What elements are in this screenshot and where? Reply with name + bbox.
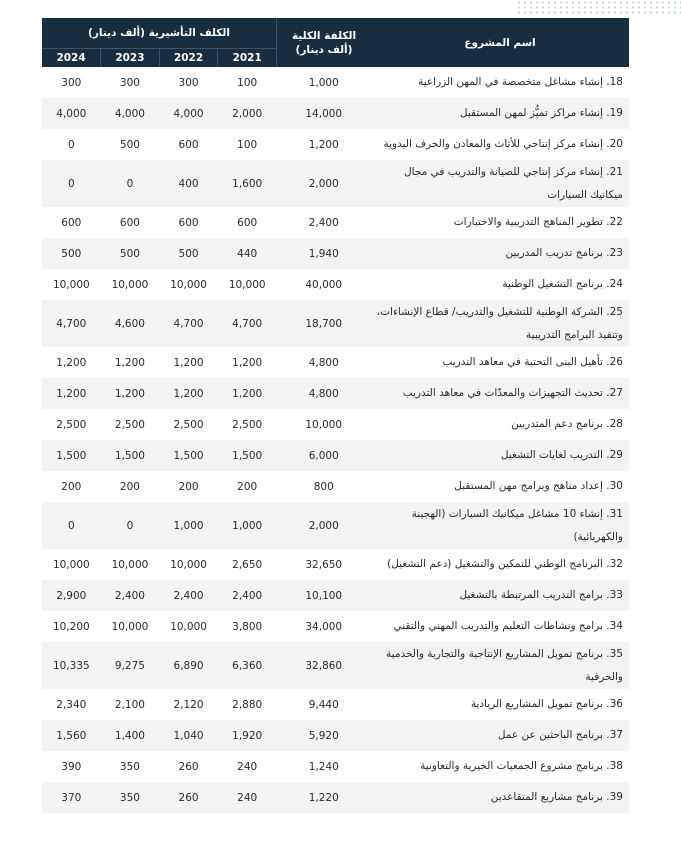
cost-2021-cell: 1,000 xyxy=(218,502,277,549)
project-name-cell: 34. برامج ونشاطات التعليم والتدريب المهني والتقني xyxy=(393,620,623,632)
project-name-cell: 21. إنشاء مركز إنتاجي للصيانة والتدريب في مجال ميكانيك السيارات xyxy=(371,160,629,207)
total-cost-cell: 2,000 xyxy=(277,502,372,549)
cost-2023-cell: 200 xyxy=(119,480,140,493)
cost-2021-cell: 100 xyxy=(237,138,258,151)
cost-2023-cell: 2,100 xyxy=(114,698,145,711)
project-name-cell: 25. الشركة الوطنية للتشغيل والتدريب/ قطاع الإنشاءات، وتنفيذ البرامج التدريبية xyxy=(371,300,629,347)
cost-2023-cell: 500 xyxy=(119,138,140,151)
project-name-cell: 30. إعداد مناهج وبرامج مهن المستقبل xyxy=(454,480,623,492)
project-name-cell: 28. برنامج دعم المتدربين xyxy=(511,418,623,430)
total-cost-cell: 10,000 xyxy=(305,418,343,431)
cost-2022-cell: 1,500 xyxy=(159,440,218,471)
table-row xyxy=(42,238,629,269)
total-cost-cell: 10,100 xyxy=(277,580,372,611)
cost-2022-cell: 10,000 xyxy=(170,558,207,571)
cost-2024-cell: 200 xyxy=(61,480,82,493)
cost-2023-cell: 4,600 xyxy=(101,300,160,347)
project-name-cell: 19. إنشاء مراكز تميُّز لمهن المستقبل xyxy=(371,98,629,129)
cost-2023-cell: 10,000 xyxy=(111,620,149,633)
project-name-cell: 32. البرنامج الوطني للتمكين والتشغيل (دعم التشغيل) xyxy=(387,558,623,570)
total-cost-title: الكلفة الكلية xyxy=(291,29,357,42)
project-name-cell: 27. تحديث التجهيزات والمعدّات في معاهد التدريب xyxy=(371,378,629,409)
table-row xyxy=(42,642,629,689)
cost-2023-cell: 1,400 xyxy=(101,720,160,751)
cost-2022-cell: 400 xyxy=(159,160,218,207)
column-header-year-2021: 2021 xyxy=(218,49,277,68)
cost-2024-cell: 1,200 xyxy=(42,378,101,409)
cost-2021-cell: 3,800 xyxy=(232,620,263,633)
projects-cost-table xyxy=(42,18,629,813)
table-row xyxy=(42,269,629,300)
cost-2022-cell: 260 xyxy=(178,760,199,773)
cost-2023-cell: 10,000 xyxy=(111,278,149,291)
cost-2022-cell: 2,120 xyxy=(173,698,204,711)
project-name-cell: 24. برنامج التشغيل الوطنية xyxy=(502,278,623,290)
total-cost-cell: 5,920 xyxy=(277,720,372,751)
table-row xyxy=(42,67,629,98)
cost-2024-cell: 10,335 xyxy=(42,642,101,689)
cost-2023-cell: 500 xyxy=(101,238,160,269)
cost-2022-cell: 10,000 xyxy=(170,620,207,633)
cost-2021-cell: 2,650 xyxy=(232,558,263,571)
table-row xyxy=(42,549,629,580)
total-cost-cell: 18,700 xyxy=(277,300,372,347)
total-cost-cell: 4,800 xyxy=(277,378,372,409)
table-row xyxy=(42,720,629,751)
cost-2021-cell: 440 xyxy=(218,238,277,269)
cost-2021-cell: 2,500 xyxy=(232,418,263,431)
total-cost-cell: 14,000 xyxy=(277,98,372,129)
cost-2023-cell: 10,000 xyxy=(111,558,149,571)
cost-2023-cell: 0 xyxy=(101,160,160,207)
table-row xyxy=(42,160,629,207)
cost-2024-cell: 1,200 xyxy=(56,356,87,369)
cost-2022-cell: 1,200 xyxy=(173,356,204,369)
cost-2022-cell: 10,000 xyxy=(170,278,207,291)
project-name-cell: 18. إنشاء مشاغل متخصصة في المهن الزراعية xyxy=(418,76,623,88)
total-cost-cell: 1,220 xyxy=(277,782,372,813)
cost-2022-cell: 6,890 xyxy=(159,642,218,689)
cost-2021-cell: 6,360 xyxy=(218,642,277,689)
cost-2023-cell: 600 xyxy=(119,216,140,229)
cost-2024-cell: 600 xyxy=(61,216,82,229)
cost-2021-cell: 10,000 xyxy=(228,278,266,291)
table-row xyxy=(42,502,629,549)
cost-2022-cell: 200 xyxy=(178,480,199,493)
project-name-cell: 38. برنامج مشروع الجمعيات الخيرية والتعاونية xyxy=(420,760,623,772)
total-cost-cell: 34,000 xyxy=(305,620,343,633)
cost-2024-cell: 4,000 xyxy=(42,98,101,129)
table-row xyxy=(42,378,629,409)
total-cost-cell: 4,800 xyxy=(308,356,339,369)
table-row xyxy=(42,580,629,611)
column-group-indicative-costs: الكلف التأشيرية (ألف دينار) xyxy=(42,18,277,49)
total-cost-cell: 32,650 xyxy=(305,558,343,571)
table-row xyxy=(42,751,629,782)
cost-2021-cell: 1,600 xyxy=(218,160,277,207)
column-header-year-2023: 2023 xyxy=(101,49,160,68)
total-cost-cell: 40,000 xyxy=(305,278,343,291)
cost-2022-cell: 2,500 xyxy=(173,418,204,431)
total-cost-cell: 800 xyxy=(313,480,334,493)
project-name-cell: 20. إنشاء مركز إنتاجي للأثاث والمعادن والحرف اليدوية xyxy=(383,138,623,150)
table-row xyxy=(42,207,629,238)
total-cost-cell: 6,000 xyxy=(277,440,372,471)
cost-2023-cell: 350 xyxy=(101,782,160,813)
cost-2022-cell: 600 xyxy=(178,138,199,151)
cost-2023-cell: 350 xyxy=(119,760,140,773)
cost-2023-cell: 4,000 xyxy=(101,98,160,129)
total-cost-cell: 32,860 xyxy=(277,642,372,689)
cost-2024-cell: 10,200 xyxy=(52,620,90,633)
cost-2023-cell: 1,200 xyxy=(101,378,160,409)
table-body xyxy=(42,67,629,813)
cost-2024-cell: 10,000 xyxy=(52,558,90,571)
table-row xyxy=(42,782,629,813)
cost-2021-cell: 1,200 xyxy=(218,378,277,409)
table-row xyxy=(42,347,629,378)
total-cost-cell: 2,400 xyxy=(308,216,339,229)
cost-2024-cell: 390 xyxy=(61,760,82,773)
cost-2021-cell: 600 xyxy=(237,216,258,229)
table-row xyxy=(42,471,629,502)
project-name-cell: 37. برنامج الباحثين عن عمل xyxy=(371,720,629,751)
table-row xyxy=(42,689,629,720)
cost-2021-cell: 1,500 xyxy=(218,440,277,471)
table-header xyxy=(42,18,629,67)
cost-2022-cell: 2,400 xyxy=(159,580,218,611)
cost-2023-cell: 2,400 xyxy=(101,580,160,611)
cost-2023-cell: 1,500 xyxy=(101,440,160,471)
total-cost-cell: 1,200 xyxy=(308,138,339,151)
project-name-cell: 26. تأهيل البنى التحتية في معاهد التدريب xyxy=(442,356,623,368)
total-cost-cell: 9,440 xyxy=(308,698,339,711)
cost-2024-cell: 2,900 xyxy=(42,580,101,611)
project-name-cell: 33. برامج التدريب المرتبطة بالتشغيل xyxy=(371,580,629,611)
project-name-cell: 36. برنامج تمويل المشاريع الريادية xyxy=(470,698,623,710)
cost-2023-cell: 300 xyxy=(119,76,140,89)
table-row xyxy=(42,129,629,160)
project-name-cell: 39. برنامج مشاريع المتقاعدين xyxy=(371,782,629,813)
cost-2021-cell: 2,400 xyxy=(218,580,277,611)
cost-2023-cell: 0 xyxy=(101,502,160,549)
cost-2022-cell: 1,040 xyxy=(159,720,218,751)
cost-2024-cell: 10,000 xyxy=(52,278,90,291)
cost-2022-cell: 4,700 xyxy=(159,300,218,347)
cost-2023-cell: 1,200 xyxy=(114,356,145,369)
cost-2021-cell: 4,700 xyxy=(218,300,277,347)
table-row xyxy=(42,611,629,642)
cost-2021-cell: 2,880 xyxy=(232,698,263,711)
cost-2024-cell: 500 xyxy=(42,238,101,269)
table-row xyxy=(42,98,629,129)
project-name-cell: 35. برنامج تمويل المشاريع الإنتاجية والتجارية والخدمية والحرفية xyxy=(371,642,629,689)
column-header-year-2024: 2024 xyxy=(42,49,101,68)
project-name-cell: 22. تطوير المناهج التدريبية والاختبارات xyxy=(453,216,623,228)
cost-2024-cell: 0 xyxy=(42,502,101,549)
project-name-cell: 31. إنشاء 10 مشاغل ميكانيك السيارات (الهجينة والكهربائية) xyxy=(371,502,629,549)
total-cost-unit: (ألف دينار) xyxy=(295,43,353,56)
cost-2024-cell: 2,340 xyxy=(56,698,87,711)
cost-2024-cell: 300 xyxy=(61,76,82,89)
column-header-year-2022: 2022 xyxy=(159,49,218,68)
cost-2021-cell: 240 xyxy=(237,760,258,773)
cost-2022-cell: 500 xyxy=(159,238,218,269)
cost-2024-cell: 370 xyxy=(42,782,101,813)
cost-2024-cell: 0 xyxy=(42,160,101,207)
cost-2024-cell: 2,500 xyxy=(56,418,87,431)
cost-2021-cell: 100 xyxy=(237,76,258,89)
project-name-cell: 23. برنامج تدريب المدربين xyxy=(371,238,629,269)
cost-2021-cell: 200 xyxy=(237,480,258,493)
cost-2024-cell: 4,700 xyxy=(42,300,101,347)
table-row xyxy=(42,300,629,347)
table-row xyxy=(42,409,629,440)
cost-2022-cell: 260 xyxy=(159,782,218,813)
cost-2023-cell: 2,500 xyxy=(114,418,145,431)
table-row xyxy=(42,440,629,471)
cost-2023-cell: 9,275 xyxy=(101,642,160,689)
total-cost-cell: 1,000 xyxy=(308,76,339,89)
cost-2021-cell: 2,000 xyxy=(218,98,277,129)
cost-2021-cell: 1,200 xyxy=(232,356,263,369)
cost-2024-cell: 1,500 xyxy=(42,440,101,471)
total-cost-cell: 1,940 xyxy=(277,238,372,269)
cost-2021-cell: 240 xyxy=(218,782,277,813)
total-cost-cell: 1,240 xyxy=(308,760,339,773)
cost-2022-cell: 1,200 xyxy=(159,378,218,409)
project-name-cell: 29. التدريب لغايات التشغيل xyxy=(371,440,629,471)
total-cost-cell: 2,000 xyxy=(277,160,372,207)
decorative-dot-pattern xyxy=(516,0,681,14)
column-header-project-name: اسم المشروع xyxy=(371,18,629,67)
cost-2022-cell: 600 xyxy=(178,216,199,229)
column-header-total-cost xyxy=(277,18,372,67)
cost-2022-cell: 300 xyxy=(178,76,199,89)
cost-2024-cell: 0 xyxy=(67,138,75,151)
cost-2022-cell: 4,000 xyxy=(159,98,218,129)
cost-2022-cell: 1,000 xyxy=(159,502,218,549)
cost-2021-cell: 1,920 xyxy=(218,720,277,751)
cost-2024-cell: 1,560 xyxy=(42,720,101,751)
